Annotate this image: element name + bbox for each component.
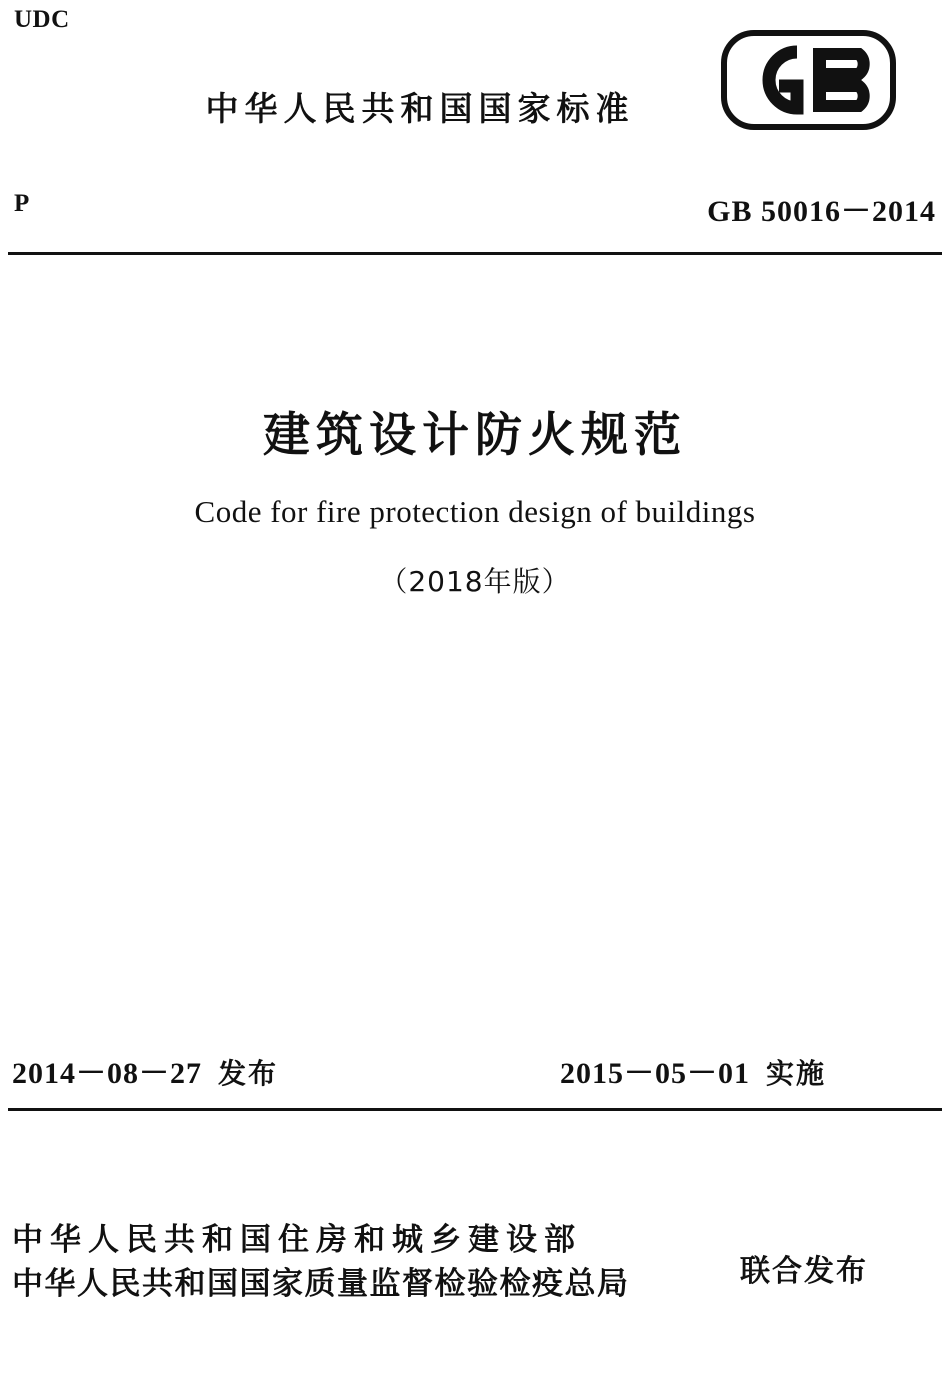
issue-date-label: 发布 — [218, 1057, 279, 1090]
national-standard-heading: 中华人民共和国国家标准 — [205, 89, 635, 128]
divider-bottom — [8, 1108, 942, 1111]
issue-date-value: 2014－08－27 — [12, 1057, 202, 1090]
divider-top — [8, 252, 942, 255]
title-chinese: 建筑设计防火规范 — [263, 408, 687, 463]
gb-logo-icon — [721, 30, 896, 130]
classification-mark: P — [14, 190, 30, 217]
udc-label: UDC — [14, 6, 70, 33]
effective-date-value: 2015－05－01 — [560, 1057, 750, 1090]
title-english: Code for fire protection design of buildings — [194, 494, 756, 529]
joint-issue-label: 联合发布 — [740, 1254, 868, 1289]
issue-date-block — [12, 1048, 278, 1092]
publisher-block — [12, 1218, 630, 1306]
publisher-line-1: 中华人民共和国住房和城乡建设部 — [12, 1222, 582, 1258]
effective-date-block — [560, 1048, 826, 1092]
publisher-line-2: 中华人民共和国国家质量监督检验检疫总局 — [12, 1266, 630, 1302]
effective-date-label: 实施 — [766, 1057, 827, 1090]
title-edition: （2018年版） — [379, 565, 571, 598]
standard-number: GB 50016－2014 — [707, 195, 936, 228]
